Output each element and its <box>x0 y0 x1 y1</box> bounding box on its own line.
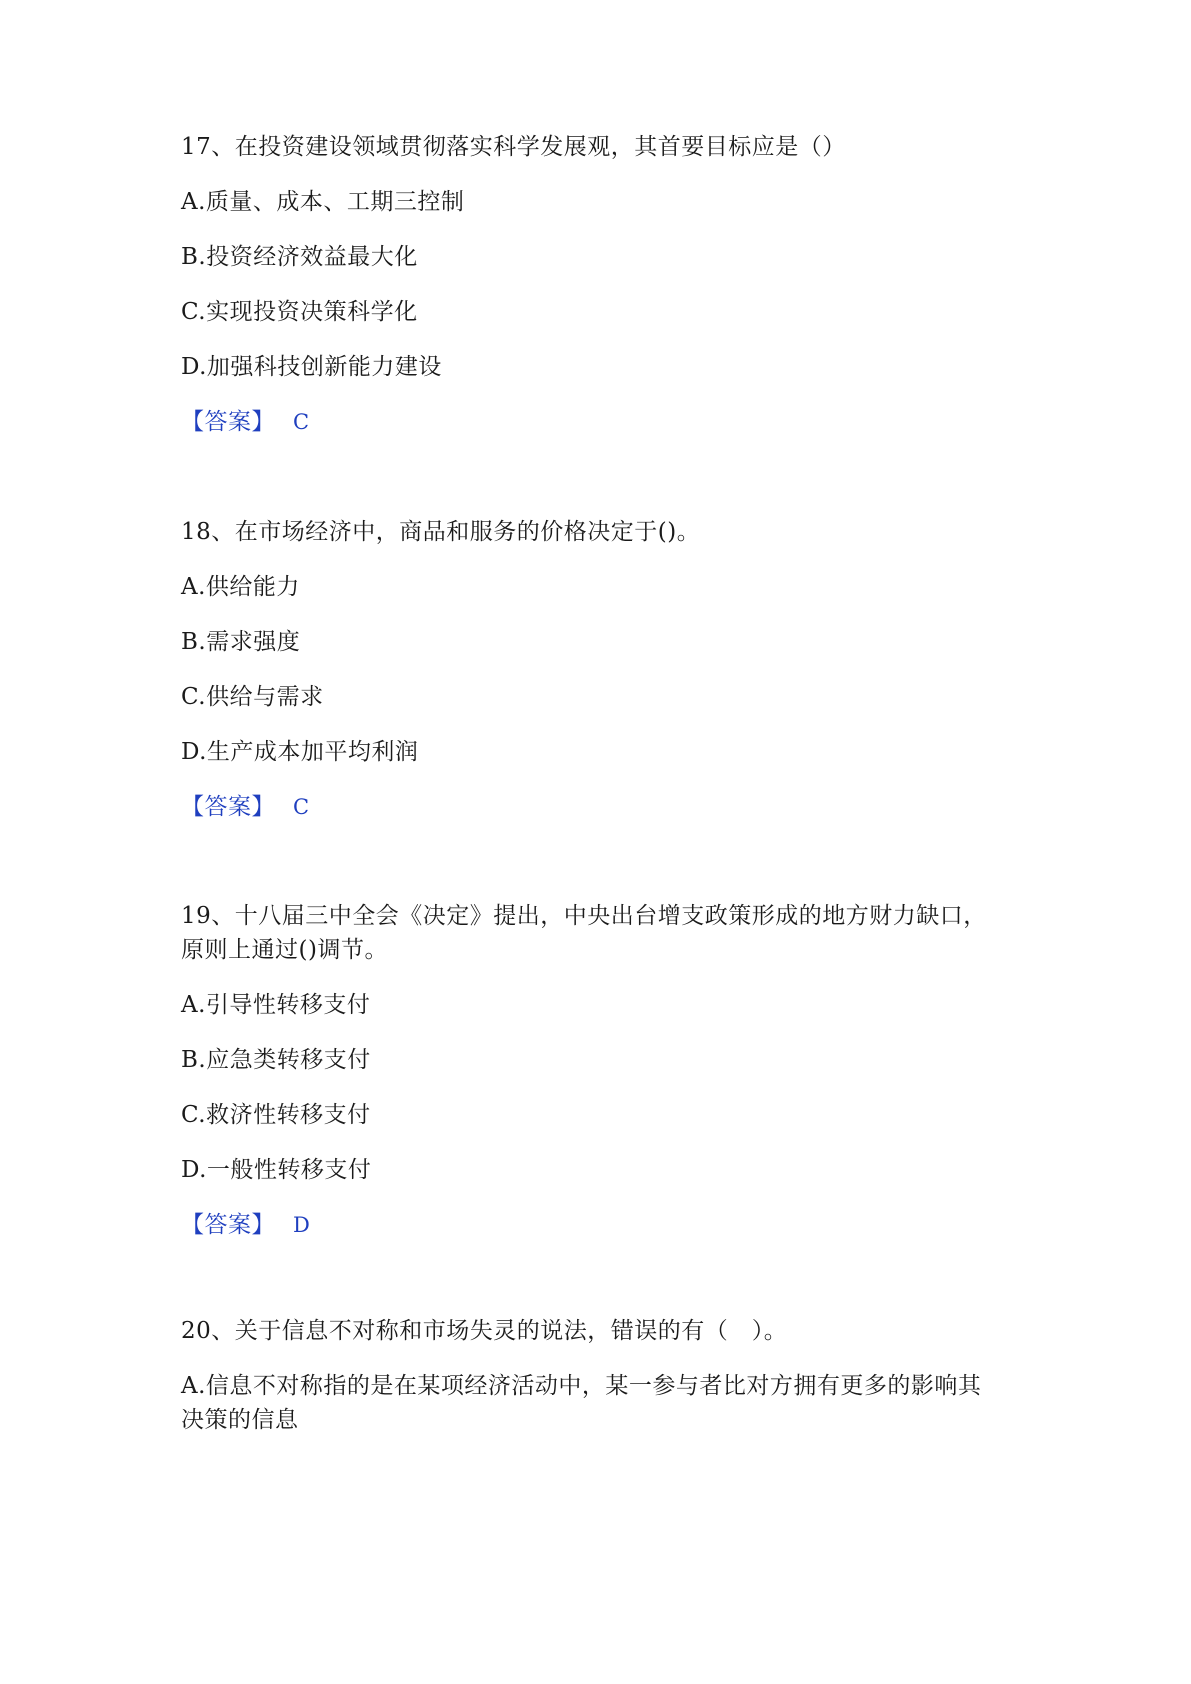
question-19 <box>181 899 1031 1242</box>
option-b: B.投资经济效益最大化 <box>181 244 418 270</box>
option-d: D.一般性转移支付 <box>181 1157 372 1183</box>
document-page <box>181 0 1031 1684</box>
option-b: B.需求强度 <box>181 629 301 655</box>
answer-line <box>181 790 1031 824</box>
answer-line <box>181 1208 1031 1242</box>
question-17 <box>181 130 1031 439</box>
answer-value: C <box>293 410 310 434</box>
question-stem: 17、在投资建设领域贯彻落实科学发展观，其首要目标应是（） <box>181 134 846 160</box>
answer-line <box>181 405 1031 439</box>
question-stem-line-2: 原则上通过()调节。 <box>181 937 388 963</box>
option-c: C.救济性转移支付 <box>181 1102 371 1128</box>
option-d: D.加强科技创新能力建设 <box>181 354 442 380</box>
option-a-line-1: A.信息不对称指的是在某项经济活动中，某一参与者比对方拥有更多的影响其 <box>181 1373 982 1399</box>
question-18 <box>181 515 1031 824</box>
question-stem: 18、在市场经济中，商品和服务的价格决定于()。 <box>181 519 701 545</box>
answer-label: 【答案】 <box>181 1212 275 1238</box>
question-stem-line-1: 19、十八届三中全会《决定》提出，中央出台增支政策形成的地方财力缺口， <box>181 903 987 929</box>
option-a: A.供给能力 <box>181 574 300 600</box>
option-a: A.质量、成本、工期三控制 <box>181 189 465 215</box>
option-b: B.应急类转移支付 <box>181 1047 371 1073</box>
option-c: C.实现投资决策科学化 <box>181 299 418 325</box>
answer-value: D <box>293 1213 311 1237</box>
answer-label: 【答案】 <box>181 409 275 435</box>
option-c: C.供给与需求 <box>181 684 324 710</box>
answer-value: C <box>293 795 310 819</box>
option-a-line-2: 决策的信息 <box>181 1407 299 1433</box>
option-a: A.引导性转移支付 <box>181 992 371 1018</box>
answer-label: 【答案】 <box>181 794 275 820</box>
question-20 <box>181 1314 1031 1437</box>
question-stem: 20、关于信息不对称和市场失灵的说法，错误的有（ ）。 <box>181 1318 788 1344</box>
option-d: D.生产成本加平均利润 <box>181 739 419 765</box>
